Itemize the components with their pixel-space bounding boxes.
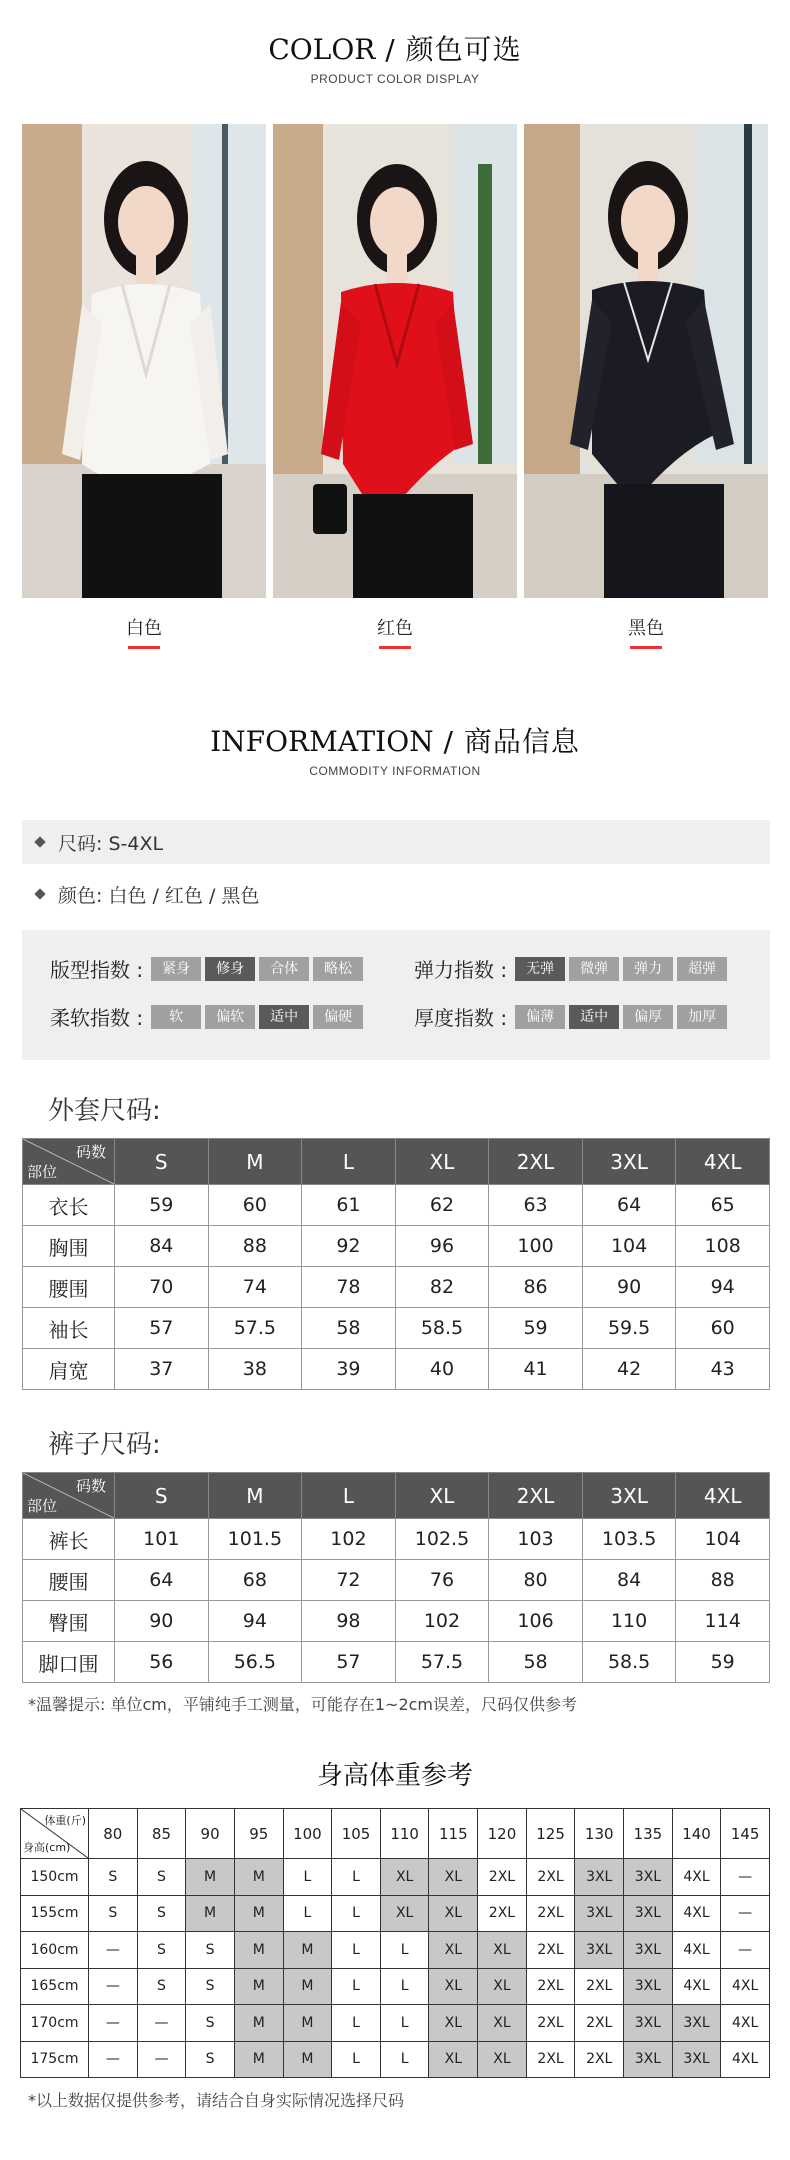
- thickness-index-label: 厚度指数 :: [414, 1006, 508, 1030]
- size-cell: —: [721, 1859, 770, 1896]
- color-label-red: [273, 614, 517, 649]
- table-cell: 80: [489, 1560, 583, 1601]
- pants-size-table: [22, 1472, 770, 1683]
- color-label-underline: [630, 646, 662, 649]
- table-cell: 74: [208, 1267, 302, 1308]
- size-cell: XL: [429, 1968, 478, 2005]
- table-corner-cell: [23, 1473, 115, 1519]
- color-label-white-text: 白色: [126, 618, 162, 639]
- size-header: M: [208, 1473, 302, 1519]
- size-cell: 3XL: [672, 2041, 721, 2078]
- size-cell: L: [380, 1968, 429, 2005]
- size-header: L: [302, 1473, 396, 1519]
- size-cell: L: [332, 1932, 381, 1969]
- softness-option: 偏软: [205, 1005, 255, 1029]
- table-cell: 82: [395, 1267, 489, 1308]
- table-row: [23, 1349, 770, 1390]
- size-cell: 4XL: [672, 1932, 721, 1969]
- size-cell: L: [332, 2041, 381, 2078]
- table-cell: 103.5: [582, 1519, 676, 1560]
- table-row: [21, 2041, 770, 2078]
- bullet-icon: [34, 888, 45, 899]
- table-cell: 60: [208, 1185, 302, 1226]
- table-cell: 56.5: [208, 1642, 302, 1683]
- fit-option-selected: 修身: [205, 957, 255, 981]
- table-cell: 104: [676, 1519, 770, 1560]
- weight-header: 125: [526, 1809, 575, 1859]
- size-cell: M: [234, 1895, 283, 1932]
- table-header-row: [21, 1809, 770, 1859]
- size-cell: S: [137, 1932, 186, 1969]
- table-cell: 102.5: [395, 1519, 489, 1560]
- size-header: 2XL: [489, 1473, 583, 1519]
- softness-option-selected: 适中: [259, 1005, 309, 1029]
- table-cell: 70: [115, 1267, 209, 1308]
- table-row: [21, 1859, 770, 1896]
- color-label-underline: [128, 646, 160, 649]
- color-label-white: [22, 614, 266, 649]
- row-label: 袖长: [23, 1308, 115, 1349]
- size-cell: 3XL: [624, 1859, 673, 1896]
- table-cell: 43: [676, 1349, 770, 1390]
- size-cell: 4XL: [672, 1859, 721, 1896]
- size-cell: M: [234, 1968, 283, 2005]
- size-cell: XL: [429, 1859, 478, 1896]
- info-title-sep: /: [433, 725, 464, 758]
- size-cell: XL: [478, 2041, 527, 2078]
- table-cell: 106: [489, 1601, 583, 1642]
- size-cell: M: [283, 1968, 332, 2005]
- weight-header: 140: [672, 1809, 721, 1859]
- size-range-text: 尺码: S-4XL: [58, 832, 164, 855]
- size-cell: L: [283, 1895, 332, 1932]
- info-title-en: INFORMATION: [210, 725, 434, 758]
- elasticity-option: 超弹: [677, 957, 727, 981]
- size-header: 4XL: [676, 1139, 770, 1185]
- softness-index: [50, 1002, 367, 1031]
- weight-header: 95: [234, 1809, 283, 1859]
- corner-height-label: 身高(cm): [23, 1841, 71, 1854]
- table-cell: 102: [302, 1519, 396, 1560]
- fit-index: [50, 954, 367, 983]
- weight-header: 130: [575, 1809, 624, 1859]
- elasticity-option: 弹力: [623, 957, 673, 981]
- size-cell: 3XL: [575, 1895, 624, 1932]
- table-cell: 100: [489, 1226, 583, 1267]
- table-row: [23, 1560, 770, 1601]
- table-cell: 42: [582, 1349, 676, 1390]
- size-cell: —: [721, 1895, 770, 1932]
- color-label-underline: [379, 646, 411, 649]
- thickness-index: [414, 1002, 731, 1031]
- size-cell: S: [186, 1932, 235, 1969]
- size-cell: S: [137, 1968, 186, 2005]
- elasticity-option-selected: 无弹: [515, 957, 565, 981]
- size-header: S: [115, 1473, 209, 1519]
- table-cell: 60: [676, 1308, 770, 1349]
- table-cell: 94: [208, 1601, 302, 1642]
- height-label: 170cm: [21, 2005, 89, 2042]
- size-cell: 2XL: [478, 1895, 527, 1932]
- color-list-text: 颜色: 白色 / 红色 / 黑色: [58, 884, 260, 907]
- size-cell: 3XL: [624, 1932, 673, 1969]
- size-cell: L: [283, 1859, 332, 1896]
- size-cell: S: [137, 1895, 186, 1932]
- table-row: [21, 1932, 770, 1969]
- size-header: XL: [395, 1139, 489, 1185]
- size-cell: XL: [478, 2005, 527, 2042]
- table-row: [21, 2005, 770, 2042]
- color-title-en: COLOR: [268, 33, 376, 66]
- table-corner-cell: [23, 1139, 115, 1185]
- size-cell: M: [283, 2041, 332, 2078]
- row-label: 裤长: [23, 1519, 115, 1560]
- size-cell: XL: [429, 1895, 478, 1932]
- table-cell: 102: [395, 1601, 489, 1642]
- table-cell: 65: [676, 1185, 770, 1226]
- table-cell: 61: [302, 1185, 396, 1226]
- table-cell: 108: [676, 1226, 770, 1267]
- size-cell: 3XL: [575, 1859, 624, 1896]
- table-cell: 59: [489, 1308, 583, 1349]
- info-title-cn: 商品信息: [463, 725, 580, 758]
- weight-header: 135: [624, 1809, 673, 1859]
- weight-header: 110: [380, 1809, 429, 1859]
- size-cell: M: [234, 2005, 283, 2042]
- size-cell: 2XL: [526, 2041, 575, 2078]
- size-cell: M: [234, 1932, 283, 1969]
- size-cell: 2XL: [575, 2041, 624, 2078]
- size-cell: L: [380, 2041, 429, 2078]
- table-cell: 37: [115, 1349, 209, 1390]
- weight-header: 85: [137, 1809, 186, 1859]
- size-cell: M: [186, 1895, 235, 1932]
- table-cell: 57.5: [208, 1308, 302, 1349]
- product-photo-red[interactable]: [273, 124, 517, 598]
- softness-option: 偏硬: [313, 1005, 363, 1029]
- row-label: 腰围: [23, 1267, 115, 1308]
- fit-index-label: 版型指数 :: [50, 958, 144, 982]
- table-cell: 40: [395, 1349, 489, 1390]
- table-cell: 103: [489, 1519, 583, 1560]
- fit-option: 紧身: [151, 957, 201, 981]
- size-cell: XL: [478, 1968, 527, 2005]
- corner-size-label: 码数: [75, 1477, 106, 1495]
- color-title-sep: /: [375, 33, 406, 66]
- table-corner-cell: [21, 1809, 89, 1859]
- table-cell: 64: [115, 1560, 209, 1601]
- size-cell: M: [283, 2005, 332, 2042]
- color-title-cn: 颜色可选: [405, 33, 522, 66]
- table-cell: 76: [395, 1560, 489, 1601]
- table-header-row: [23, 1139, 770, 1185]
- weight-header: 120: [478, 1809, 527, 1859]
- table-cell: 78: [302, 1267, 396, 1308]
- row-label: 脚口围: [23, 1642, 115, 1683]
- table-cell: 96: [395, 1226, 489, 1267]
- size-cell: S: [137, 1859, 186, 1896]
- table-cell: 88: [208, 1226, 302, 1267]
- size-cell: 2XL: [526, 1932, 575, 1969]
- weight-header: 80: [89, 1809, 138, 1859]
- size-header: 4XL: [676, 1473, 770, 1519]
- reference-title: 身高体重参考: [316, 1761, 473, 1791]
- size-cell: 3XL: [575, 1932, 624, 1969]
- table-cell: 90: [115, 1601, 209, 1642]
- weight-header: 100: [283, 1809, 332, 1859]
- size-header: 3XL: [582, 1139, 676, 1185]
- elasticity-index: [414, 954, 731, 983]
- size-cell: —: [89, 1932, 138, 1969]
- fabric-index-panel: [22, 930, 770, 1060]
- size-cell: 3XL: [672, 2005, 721, 2042]
- table-cell: 39: [302, 1349, 396, 1390]
- size-cell: S: [186, 2041, 235, 2078]
- product-photo-white[interactable]: [22, 124, 266, 598]
- size-cell: XL: [429, 1932, 478, 1969]
- table-cell: 57.5: [395, 1642, 489, 1683]
- size-cell: XL: [429, 2005, 478, 2042]
- color-subtitle: PRODUCT COLOR DISPLAY: [310, 72, 480, 86]
- color-label-red-text: 红色: [377, 618, 413, 639]
- corner-size-label: 码数: [75, 1143, 106, 1161]
- height-weight-table: [20, 1808, 770, 2078]
- table-cell: 58: [302, 1308, 396, 1349]
- size-cell: M: [234, 1859, 283, 1896]
- corner-part-label: 部位: [27, 1497, 58, 1515]
- height-label: 165cm: [21, 1968, 89, 2005]
- softness-index-label: 柔软指数 :: [50, 1006, 144, 1030]
- size-cell: 4XL: [672, 1895, 721, 1932]
- color-section-title: [0, 28, 790, 86]
- table-cell: 94: [676, 1267, 770, 1308]
- size-cell: M: [283, 1932, 332, 1969]
- table-cell: 62: [395, 1185, 489, 1226]
- size-cell: XL: [478, 1932, 527, 1969]
- size-cell: S: [186, 2005, 235, 2042]
- size-cell: 2XL: [575, 2005, 624, 2042]
- table-header-row: [23, 1473, 770, 1519]
- size-cell: 2XL: [526, 2005, 575, 2042]
- table-cell: 63: [489, 1185, 583, 1226]
- size-cell: 2XL: [526, 1895, 575, 1932]
- table-cell: 92: [302, 1226, 396, 1267]
- table-cell: 101: [115, 1519, 209, 1560]
- size-cell: 4XL: [721, 1968, 770, 2005]
- size-header: M: [208, 1139, 302, 1185]
- size-cell: L: [380, 2005, 429, 2042]
- size-cell: 3XL: [624, 1968, 673, 2005]
- table-row: [21, 1968, 770, 2005]
- bullet-icon: [34, 836, 45, 847]
- table-cell: 101.5: [208, 1519, 302, 1560]
- table-row: [23, 1519, 770, 1560]
- size-cell: —: [721, 1932, 770, 1969]
- size-cell: 2XL: [526, 1968, 575, 2005]
- table-cell: 110: [582, 1601, 676, 1642]
- table-cell: 58.5: [395, 1308, 489, 1349]
- table-cell: 98: [302, 1601, 396, 1642]
- table-cell: 72: [302, 1560, 396, 1601]
- row-label: 衣长: [23, 1185, 115, 1226]
- thickness-option: 偏厚: [623, 1005, 673, 1029]
- table-cell: 56: [115, 1642, 209, 1683]
- height-label: 160cm: [21, 1932, 89, 1969]
- size-cell: 4XL: [721, 2041, 770, 2078]
- table-cell: 68: [208, 1560, 302, 1601]
- color-label-black-text: 黑色: [628, 618, 664, 639]
- size-cell: S: [89, 1895, 138, 1932]
- size-header: 3XL: [582, 1473, 676, 1519]
- size-cell: 2XL: [478, 1859, 527, 1896]
- table-cell: 114: [676, 1601, 770, 1642]
- table-cell: 41: [489, 1349, 583, 1390]
- size-cell: S: [89, 1859, 138, 1896]
- jacket-size-table: [22, 1138, 770, 1390]
- elasticity-option: 微弹: [569, 957, 619, 981]
- fit-option: 合体: [259, 957, 309, 981]
- height-label: 175cm: [21, 2041, 89, 2078]
- size-cell: 2XL: [526, 1859, 575, 1896]
- color-list-row: [22, 872, 770, 916]
- color-label-black: [524, 614, 768, 649]
- table-row: [23, 1185, 770, 1226]
- size-cell: —: [89, 1968, 138, 2005]
- product-photo-black[interactable]: [524, 124, 768, 598]
- size-header: S: [115, 1139, 209, 1185]
- table-cell: 104: [582, 1226, 676, 1267]
- height-label: 155cm: [21, 1895, 89, 1932]
- size-cell: 3XL: [624, 2041, 673, 2078]
- size-cell: —: [137, 2005, 186, 2042]
- table-cell: 57: [115, 1308, 209, 1349]
- row-label: 臀围: [23, 1601, 115, 1642]
- table-cell: 59: [676, 1642, 770, 1683]
- size-cell: XL: [380, 1895, 429, 1932]
- footer-note: *以上数据仅提供参考，请结合自身实际情况选择尺码: [28, 2091, 405, 2110]
- corner-weight-label: 体重(斤): [44, 1814, 86, 1827]
- size-cell: L: [380, 1932, 429, 1969]
- table-row: [23, 1642, 770, 1683]
- table-cell: 59: [115, 1185, 209, 1226]
- table-cell: 84: [115, 1226, 209, 1267]
- height-label: 150cm: [21, 1859, 89, 1896]
- table-cell: 84: [582, 1560, 676, 1601]
- row-label: 腰围: [23, 1560, 115, 1601]
- elasticity-index-label: 弹力指数 :: [414, 958, 508, 982]
- row-label: 胸围: [23, 1226, 115, 1267]
- weight-header: 105: [332, 1809, 381, 1859]
- size-cell: 4XL: [672, 1968, 721, 2005]
- size-cell: L: [332, 1895, 381, 1932]
- size-cell: XL: [429, 2041, 478, 2078]
- row-label: 肩宽: [23, 1349, 115, 1390]
- corner-part-label: 部位: [27, 1163, 58, 1181]
- thickness-option: 加厚: [677, 1005, 727, 1029]
- info-subtitle: COMMODITY INFORMATION: [309, 764, 481, 778]
- size-cell: S: [186, 1968, 235, 2005]
- size-cell: M: [234, 2041, 283, 2078]
- info-section-title: [0, 720, 790, 778]
- size-cell: 3XL: [624, 2005, 673, 2042]
- fit-option: 略松: [313, 957, 363, 981]
- table-row: [23, 1267, 770, 1308]
- table-cell: 58.5: [582, 1642, 676, 1683]
- size-header: L: [302, 1139, 396, 1185]
- size-cell: XL: [380, 1859, 429, 1896]
- table-cell: 90: [582, 1267, 676, 1308]
- thickness-option-selected: 适中: [569, 1005, 619, 1029]
- weight-header: 145: [721, 1809, 770, 1859]
- size-cell: —: [89, 2005, 138, 2042]
- size-cell: —: [137, 2041, 186, 2078]
- table-cell: 64: [582, 1185, 676, 1226]
- measurement-tip: *温馨提示: 单位cm，平铺纯手工测量，可能存在1~2cm误差，尺码仅供参考: [28, 1695, 578, 1714]
- table-row: [23, 1308, 770, 1349]
- size-cell: L: [332, 1859, 381, 1896]
- size-cell: 2XL: [575, 1968, 624, 2005]
- size-cell: L: [332, 2005, 381, 2042]
- size-cell: M: [186, 1859, 235, 1896]
- size-cell: —: [89, 2041, 138, 2078]
- table-cell: 88: [676, 1560, 770, 1601]
- weight-header: 115: [429, 1809, 478, 1859]
- table-cell: 86: [489, 1267, 583, 1308]
- weight-header: 90: [186, 1809, 235, 1859]
- size-header: 2XL: [489, 1139, 583, 1185]
- softness-option: 软: [151, 1005, 201, 1029]
- table-cell: 58: [489, 1642, 583, 1683]
- table-cell: 59.5: [582, 1308, 676, 1349]
- table-cell: 38: [208, 1349, 302, 1390]
- jacket-table-title: 外套尺码:: [48, 1096, 161, 1126]
- pants-table-title: 裤子尺码:: [48, 1430, 161, 1460]
- table-row: [23, 1601, 770, 1642]
- size-header: XL: [395, 1473, 489, 1519]
- size-cell: L: [332, 1968, 381, 2005]
- thickness-option: 偏薄: [515, 1005, 565, 1029]
- table-row: [21, 1895, 770, 1932]
- table-cell: 57: [302, 1642, 396, 1683]
- size-range-row: [22, 820, 770, 864]
- table-row: [23, 1226, 770, 1267]
- size-cell: 4XL: [721, 2005, 770, 2042]
- size-cell: 3XL: [624, 1895, 673, 1932]
